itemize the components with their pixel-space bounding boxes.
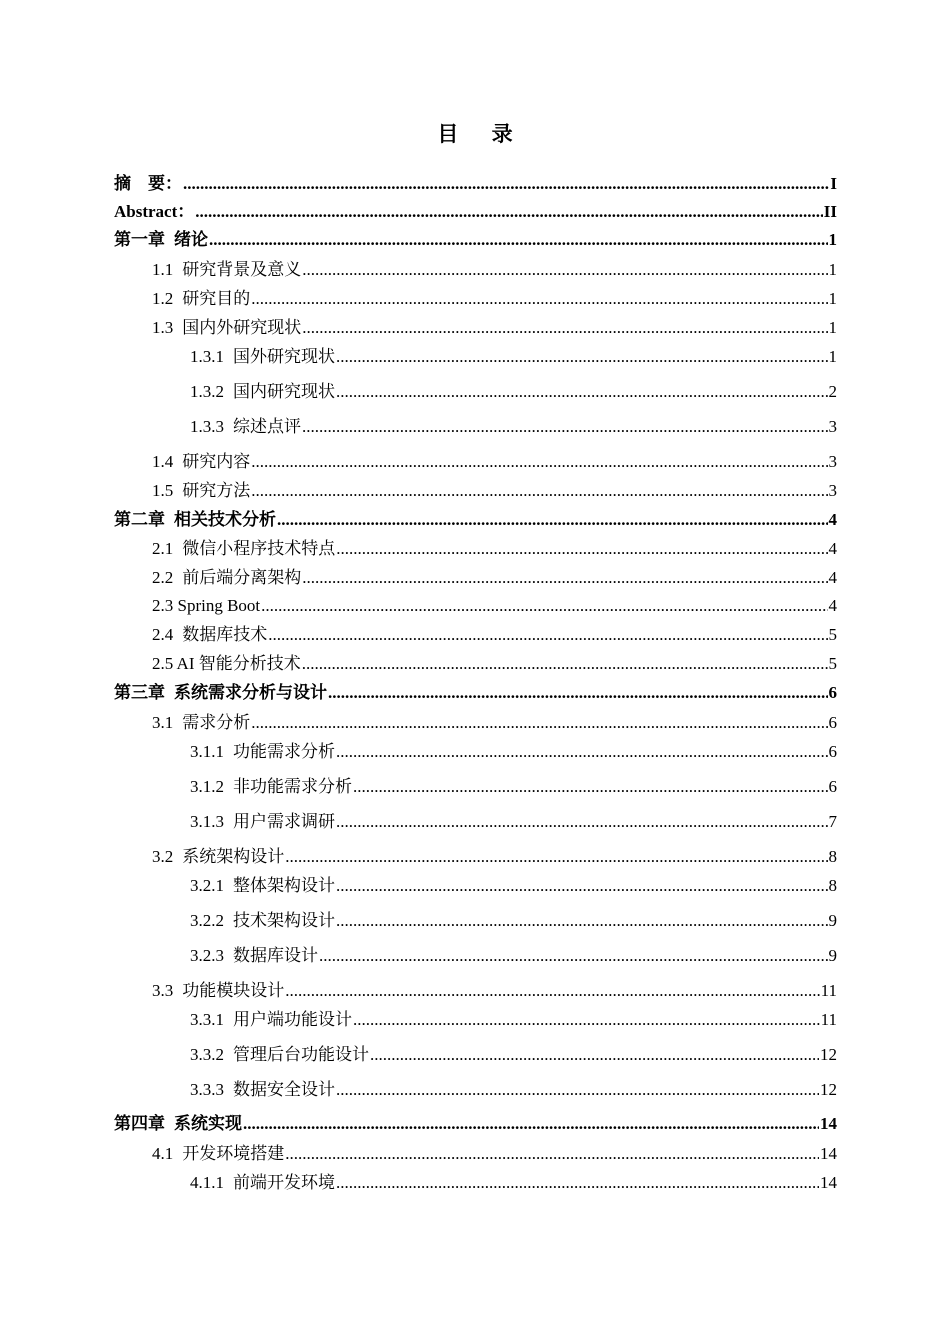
toc-entry-number: 第一章 bbox=[114, 230, 165, 249]
toc-dot-leader bbox=[336, 537, 827, 561]
toc-entry-page-number: 1 bbox=[828, 289, 837, 308]
toc-dot-leader bbox=[195, 200, 823, 224]
toc-entry[interactable] bbox=[152, 287, 837, 311]
toc-entry-number: 1.3.3 bbox=[190, 417, 224, 436]
toc-entry-page-number: 14 bbox=[820, 1144, 837, 1163]
toc-entry-number: 3.1.2 bbox=[190, 777, 224, 796]
toc-entry-number: 1.5 bbox=[152, 481, 174, 500]
toc-entry-title: 绪论 bbox=[174, 230, 208, 249]
toc-dot-leader bbox=[209, 228, 828, 252]
toc-entry-title: 系统需求分析与设计 bbox=[174, 683, 327, 702]
toc-entry[interactable] bbox=[152, 979, 837, 1003]
toc-entry-number: 1.3 bbox=[152, 318, 174, 337]
toc-entry[interactable] bbox=[190, 415, 837, 439]
toc-entry-title: 数据安全设计 bbox=[233, 1080, 335, 1099]
toc-entry-number: 2.1 bbox=[152, 539, 174, 558]
toc-entry[interactable] bbox=[114, 172, 837, 196]
toc-entry[interactable] bbox=[190, 775, 837, 799]
toc-entry-title: 国内外研究现状 bbox=[182, 318, 302, 337]
toc-entry[interactable] bbox=[190, 909, 837, 933]
toc-entry-title: 非功能需求分析 bbox=[233, 777, 352, 796]
toc-entry[interactable] bbox=[114, 1112, 837, 1136]
toc-dot-leader bbox=[353, 775, 828, 799]
toc-entry-page-number: 6 bbox=[828, 742, 837, 761]
toc-entry-page-number: 6 bbox=[828, 683, 837, 702]
toc-entry-number: 3.2.3 bbox=[190, 946, 224, 965]
toc-dot-leader bbox=[336, 810, 828, 834]
toc-dot-leader bbox=[336, 909, 828, 933]
toc-dot-leader bbox=[336, 1078, 819, 1102]
toc-entry[interactable] bbox=[190, 944, 837, 968]
toc-dot-leader bbox=[302, 566, 827, 590]
toc-dot-leader bbox=[319, 944, 828, 968]
toc-dot-leader bbox=[302, 316, 827, 340]
toc-entry[interactable] bbox=[152, 623, 837, 647]
toc-entry-title: 研究内容 bbox=[182, 452, 251, 471]
toc-entry-title: 管理后台功能设计 bbox=[233, 1045, 369, 1064]
toc-entry[interactable] bbox=[190, 380, 837, 404]
toc-entry[interactable] bbox=[152, 1142, 837, 1166]
toc-entry-page-number: 11 bbox=[820, 1010, 837, 1029]
toc-entry-page-number: 14 bbox=[820, 1114, 837, 1133]
toc-entry[interactable] bbox=[190, 1171, 837, 1195]
toc-entry-page-number: 9 bbox=[828, 946, 837, 965]
toc-entry[interactable] bbox=[114, 200, 837, 224]
toc-entry[interactable] bbox=[190, 345, 837, 369]
toc-entry-number: 4.1 bbox=[152, 1144, 174, 1163]
toc-entry-title: 数据库技术 bbox=[182, 625, 268, 644]
toc-entry[interactable] bbox=[190, 1078, 837, 1102]
toc-dot-leader bbox=[336, 345, 828, 369]
toc-dot-leader bbox=[336, 740, 828, 764]
toc-entry-page-number: 9 bbox=[828, 911, 837, 930]
toc-dot-leader bbox=[336, 380, 828, 404]
toc-dot-leader bbox=[285, 979, 819, 1003]
toc-dot-leader bbox=[302, 652, 828, 676]
toc-entry-title: 系统架构设计 bbox=[182, 847, 285, 866]
toc-entry-page-number: 12 bbox=[820, 1080, 837, 1099]
toc-entry-title: 需求分析 bbox=[182, 713, 251, 732]
toc-entry-page-number: 2 bbox=[828, 382, 837, 401]
toc-dot-leader bbox=[370, 1043, 819, 1067]
toc-entry-page-number: 5 bbox=[828, 625, 837, 644]
toc-entry-number: 3.3.2 bbox=[190, 1045, 224, 1064]
toc-entry-page-number: 4 bbox=[828, 568, 837, 587]
toc-entry[interactable] bbox=[152, 652, 837, 676]
toc-dot-leader bbox=[261, 594, 827, 618]
toc-entry-title: 国外研究现状 bbox=[233, 347, 335, 366]
toc-entry-number: 4.1.1 bbox=[190, 1173, 224, 1192]
toc-entry-number: 3.2.1 bbox=[190, 876, 224, 895]
toc-dot-leader bbox=[251, 450, 827, 474]
toc-entry-number: 1.3.2 bbox=[190, 382, 224, 401]
toc-entry-title: 数据库设计 bbox=[233, 946, 318, 965]
toc-entry-page-number: 4 bbox=[828, 539, 837, 558]
toc-entry-number: 2.2 bbox=[152, 568, 174, 587]
toc-entry[interactable] bbox=[152, 479, 837, 503]
toc-dot-leader bbox=[353, 1008, 820, 1032]
toc-entry-number: 3.3 bbox=[152, 981, 174, 1000]
toc-entry[interactable] bbox=[114, 681, 837, 705]
toc-dot-leader bbox=[243, 1112, 819, 1136]
toc-entry-title: 前端开发环境 bbox=[233, 1173, 335, 1192]
toc-entry-page-number: 3 bbox=[828, 481, 837, 500]
toc-entry[interactable] bbox=[152, 594, 837, 618]
toc-entry-title: 用户端功能设计 bbox=[233, 1010, 352, 1029]
toc-entry-number: 3.3.1 bbox=[190, 1010, 224, 1029]
toc-entry[interactable] bbox=[190, 1043, 837, 1067]
toc-entry-page-number: 1 bbox=[828, 347, 837, 366]
toc-entry-title: 国内研究现状 bbox=[233, 382, 335, 401]
toc-entry[interactable] bbox=[190, 740, 837, 764]
toc-dot-leader bbox=[277, 508, 828, 532]
toc-entry-title: 2.5 AI 智能分析技术 bbox=[152, 654, 301, 673]
toc-dot-leader bbox=[285, 1142, 819, 1166]
toc-entry-title: 前后端分离架构 bbox=[182, 568, 302, 587]
toc-entry-page-number: 12 bbox=[820, 1045, 837, 1064]
toc-entry-title: 研究方法 bbox=[182, 481, 251, 500]
toc-entry-number: 2.4 bbox=[152, 625, 174, 644]
toc-entry-page-number: 4 bbox=[828, 510, 837, 529]
toc-dot-leader bbox=[183, 172, 829, 196]
toc-entry-page-number: 14 bbox=[820, 1173, 837, 1192]
toc-entry-title: 功能模块设计 bbox=[182, 981, 285, 1000]
toc-entry-number: 3.2 bbox=[152, 847, 174, 866]
toc-entry-title: 系统实现 bbox=[174, 1114, 242, 1133]
toc-entry-number: 1.3.1 bbox=[190, 347, 224, 366]
toc-entry[interactable] bbox=[114, 228, 837, 252]
toc-title: 目 录 bbox=[437, 122, 527, 146]
toc-dot-leader bbox=[302, 258, 827, 282]
toc-entry-title: 摘 要： bbox=[114, 174, 182, 193]
toc-entry[interactable] bbox=[152, 537, 837, 561]
toc-dot-leader bbox=[302, 415, 828, 439]
toc-entry[interactable] bbox=[190, 1008, 837, 1032]
toc-entry-number: 3.3.3 bbox=[190, 1080, 224, 1099]
toc-entry-page-number: 1 bbox=[828, 230, 837, 249]
toc-entry-page-number: 8 bbox=[828, 847, 837, 866]
toc-entry-title: 整体架构设计 bbox=[233, 876, 335, 895]
toc-entry-number: 3.1 bbox=[152, 713, 174, 732]
toc-entry-page-number: 5 bbox=[828, 654, 837, 673]
toc-entry[interactable] bbox=[190, 874, 837, 898]
toc-entry-page-number: 6 bbox=[828, 777, 837, 796]
toc-entry-title: Abstract： bbox=[114, 202, 195, 221]
toc-entry-title: 功能需求分析 bbox=[233, 742, 335, 761]
toc-entry-number: 第三章 bbox=[114, 683, 165, 702]
toc-entry-title: 研究目的 bbox=[182, 289, 251, 308]
toc-dot-leader bbox=[328, 681, 828, 705]
toc-entry-title: 2.3 Spring Boot bbox=[152, 596, 261, 615]
toc-entry[interactable] bbox=[152, 845, 837, 869]
toc-dot-leader bbox=[285, 845, 827, 869]
toc-entry-page-number: II bbox=[823, 202, 837, 221]
toc-entry-page-number: 1 bbox=[828, 318, 837, 337]
toc-entry-page-number: 8 bbox=[828, 876, 837, 895]
toc-entry[interactable] bbox=[152, 258, 837, 282]
toc-dot-leader bbox=[251, 287, 827, 311]
toc-entry-title: 开发环境搭建 bbox=[182, 1144, 285, 1163]
toc-dot-leader bbox=[336, 1171, 819, 1195]
toc-entry-page-number: 1 bbox=[828, 260, 837, 279]
toc-dot-leader bbox=[336, 874, 828, 898]
toc-entry-title: 微信小程序技术特点 bbox=[182, 539, 336, 558]
toc-entry-number: 1.4 bbox=[152, 452, 174, 471]
toc-entry-number: 3.2.2 bbox=[190, 911, 224, 930]
toc-entry-title: 技术架构设计 bbox=[233, 911, 335, 930]
toc-entry[interactable] bbox=[152, 450, 837, 474]
toc-entry-page-number: 4 bbox=[828, 596, 837, 615]
toc-entry-number: 3.1.3 bbox=[190, 812, 224, 831]
toc-entry-title: 用户需求调研 bbox=[233, 812, 335, 831]
toc-entry-page-number: 3 bbox=[828, 452, 837, 471]
toc-entry[interactable] bbox=[152, 566, 837, 590]
toc-entry-page-number: 6 bbox=[828, 713, 837, 732]
toc-dot-leader bbox=[268, 623, 827, 647]
toc-entry-number: 第二章 bbox=[114, 510, 165, 529]
toc-dot-leader bbox=[251, 479, 827, 503]
toc-dot-leader bbox=[251, 711, 827, 735]
toc-entry-number: 1.2 bbox=[152, 289, 174, 308]
toc-entry-page-number: 7 bbox=[828, 812, 837, 831]
toc-entry-number: 第四章 bbox=[114, 1114, 165, 1133]
toc-entry-title: 研究背景及意义 bbox=[182, 260, 302, 279]
toc-entry-page-number: 3 bbox=[828, 417, 837, 436]
toc-entry-page-number: I bbox=[830, 174, 837, 193]
toc-entry-number: 3.1.1 bbox=[190, 742, 224, 761]
toc-entry-number: 1.1 bbox=[152, 260, 174, 279]
toc-entry-page-number: 11 bbox=[820, 981, 837, 1000]
toc-entry-title: 相关技术分析 bbox=[174, 510, 276, 529]
toc-entry[interactable] bbox=[152, 316, 837, 340]
toc-entry[interactable] bbox=[152, 711, 837, 735]
toc-entry[interactable] bbox=[190, 810, 837, 834]
toc-entry-title: 综述点评 bbox=[233, 417, 301, 436]
toc-entry[interactable] bbox=[114, 508, 837, 532]
